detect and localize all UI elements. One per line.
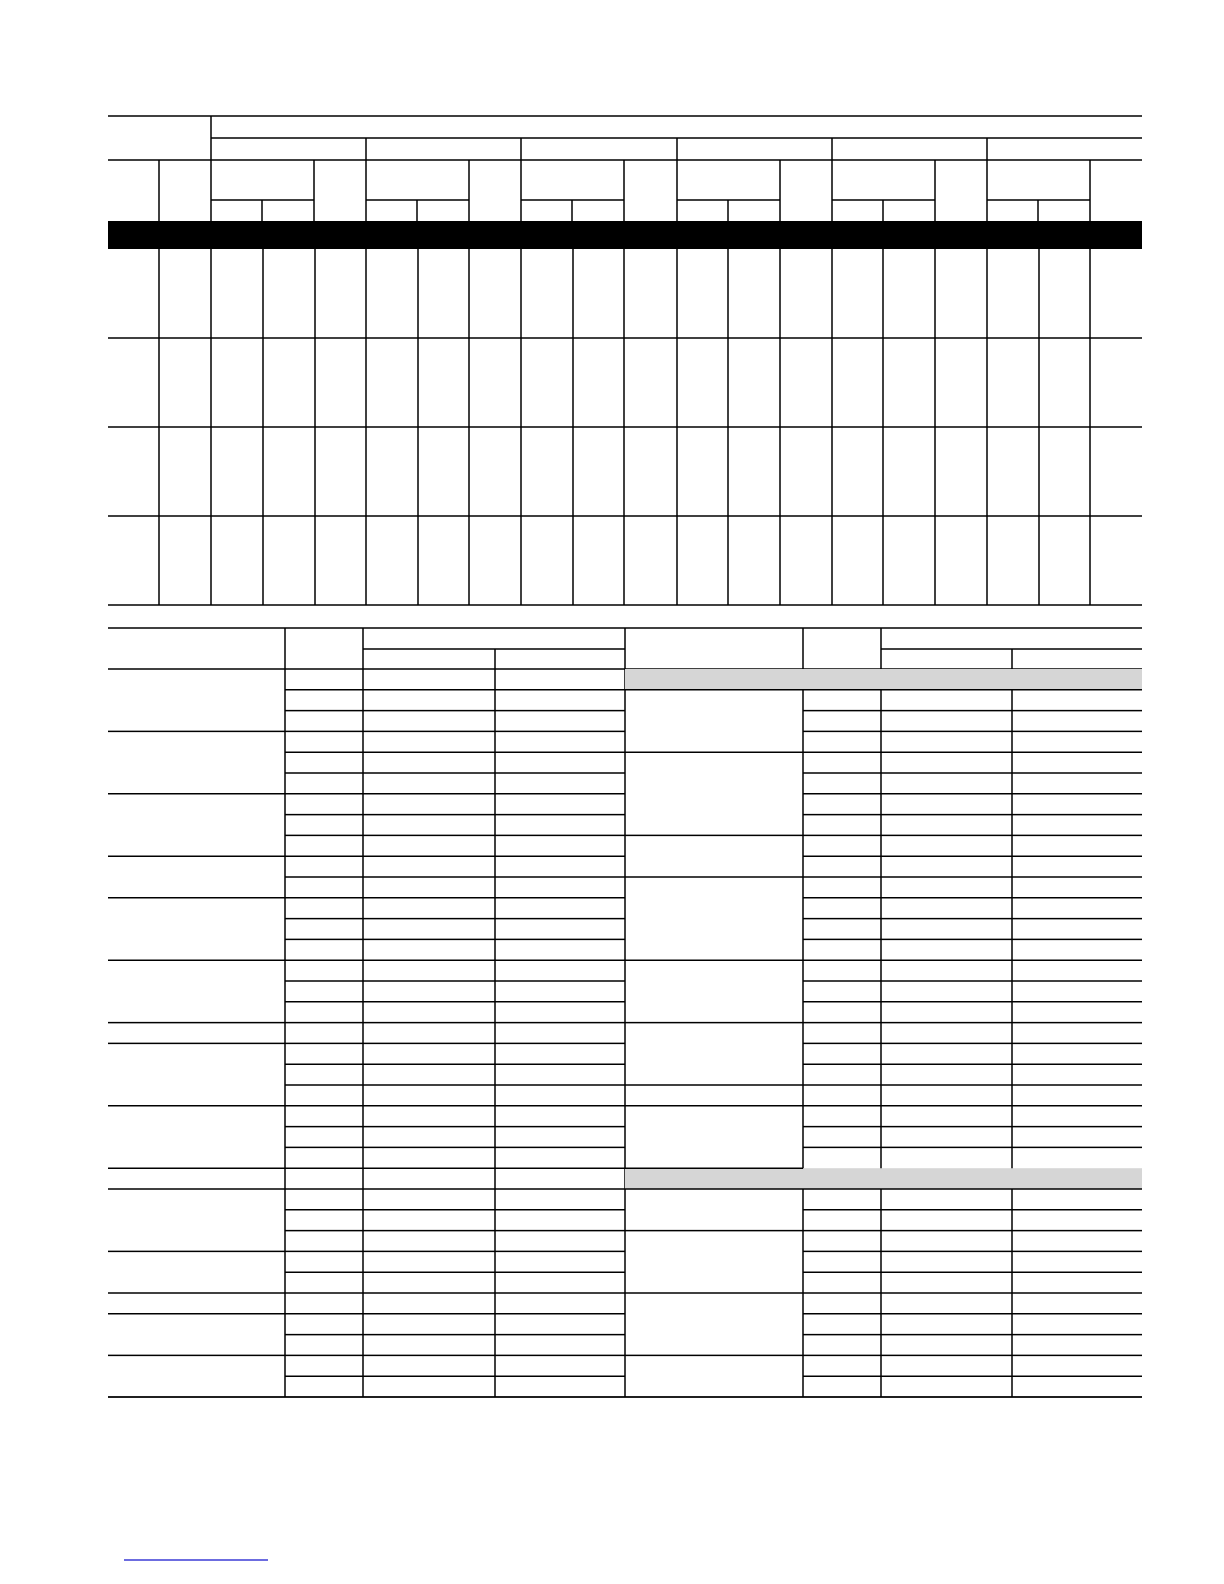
shaded-band [625,1168,1142,1189]
shaded-band [625,669,1142,690]
section-title-band [108,221,1142,249]
